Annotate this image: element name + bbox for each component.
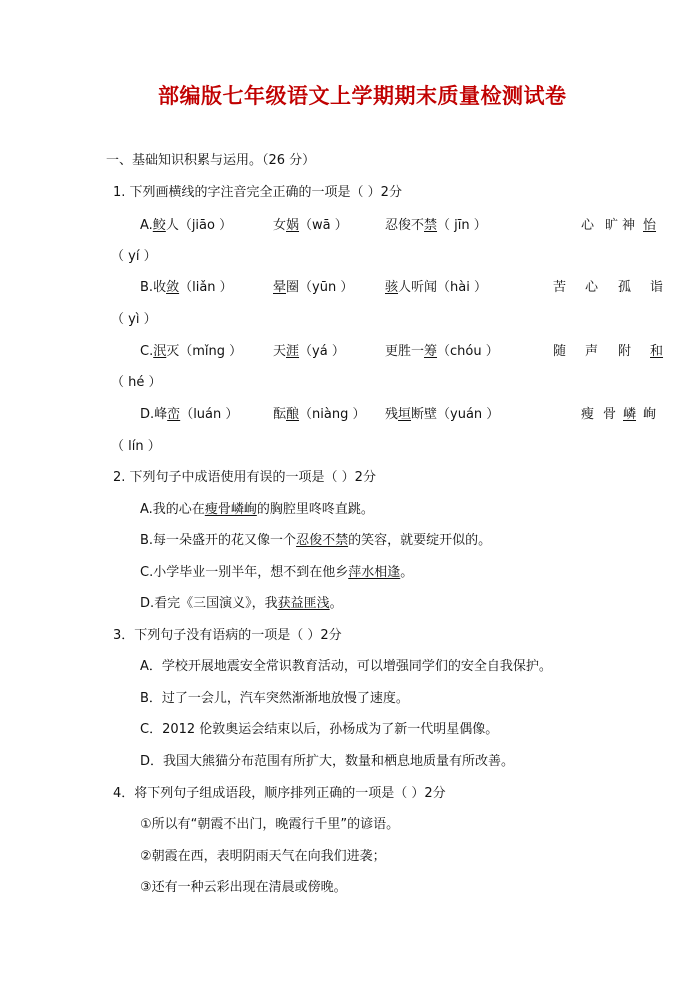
section-heading: 一、基础知识积累与运用。（26 分） <box>106 153 316 168</box>
q3-option-c: C．2012 伦敦奥运会结束以后，孙杨成为了新一代明星偶像。 <box>140 722 499 737</box>
q1-d-word-4-char-2: 骨 <box>603 407 617 422</box>
q1-d-word-4-char-3: 嶙 <box>623 407 637 422</box>
q1-c-word-4-char-4: 和 <box>650 344 664 359</box>
q1-b-word-4-char-4: 诣 <box>650 280 664 295</box>
q2-option-c: C.小学毕业一别半年，想不到在他乡萍水相逢。 <box>140 565 414 580</box>
q4-sentence-3: ③还有一种云彩出现在清晨或傍晚。 <box>140 880 347 895</box>
q1-b-word-4-pinyin: （ yì ） <box>111 312 157 327</box>
q1-c-word-1: C.泯灭（mǐng ） <box>140 344 243 359</box>
q1-c-word-4-char-2: 声 <box>585 344 599 359</box>
q3-option-a: A．学校开展地震安全常识教育活动，可以增强同学们的安全自我保护。 <box>140 659 552 674</box>
q1-d-word-4-char-1: 瘦 <box>581 407 595 422</box>
q1-a-word-4-char-2: 旷 <box>605 218 619 233</box>
q1-b-word-3: 骇人听闻（hài ） <box>385 280 487 295</box>
q2-option-d: D.看完《三国演义》，我获益匪浅。 <box>140 596 343 611</box>
q1-a-word-4-pinyin: （ yí ） <box>111 249 157 264</box>
question-4-stem: 4．将下列句子组成语段，顺序排列正确的一项是（ ）2分 <box>113 786 446 801</box>
q3-option-b: B．过了一会儿，汽车突然渐渐地放慢了速度。 <box>140 691 409 706</box>
q1-d-word-1: D.峰峦（luán ） <box>140 407 239 422</box>
q1-c-word-2: 天涯（yá ） <box>273 344 345 359</box>
q1-b-word-2: 晕圈（yūn ） <box>273 280 354 295</box>
q1-d-word-4-pinyin: （ lín ） <box>111 439 161 454</box>
q1-c-word-4-char-1: 随 <box>553 344 567 359</box>
q1-b-word-1: B.收敛（liǎn ） <box>140 280 233 295</box>
question-1-stem: 1. 下列画横线的字注音完全正确的一项是（ ）2分 <box>113 185 402 200</box>
q1-b-word-4-char-2: 心 <box>585 280 599 295</box>
q2-option-a: A.我的心在瘦骨嶙峋的胸腔里咚咚直跳。 <box>140 502 374 517</box>
q1-d-word-4-char-4: 峋 <box>643 407 657 422</box>
q1-d-word-3: 残垣断壁（yuán ） <box>385 407 500 422</box>
q1-b-word-4-char-1: 苦 <box>553 280 567 295</box>
q1-a-word-1: A.鲛人（jiāo ） <box>140 218 233 233</box>
q1-b-word-4-char-3: 孤 <box>618 280 632 295</box>
page-title: 部编版七年级语文上学期期末质量检测试卷 <box>158 84 567 108</box>
question-3-stem: 3．下列句子没有语病的一项是（ ）2分 <box>113 628 342 643</box>
q1-c-word-4-pinyin: （ hé ） <box>111 375 162 390</box>
q4-sentence-1: ①所以有“朝霞不出门，晚霞行千里”的谚语。 <box>140 817 400 832</box>
question-2-stem: 2. 下列句子中成语使用有误的一项是（ ）2分 <box>113 470 376 485</box>
q1-c-word-4-char-3: 附 <box>618 344 632 359</box>
q4-sentence-2: ②朝霞在西，表明阴雨天气在向我们进袭； <box>140 849 386 864</box>
q1-c-word-3: 更胜一筹（chóu ） <box>385 344 499 359</box>
q1-a-word-3: 忍俊不禁（ jīn ） <box>385 218 487 233</box>
q1-a-word-4-char-1: 心 <box>581 218 595 233</box>
q1-a-word-2: 女娲（wā ） <box>273 218 348 233</box>
q3-option-d: D．我国大熊猫分布范围有所扩大，数量和栖息地质量有所改善。 <box>140 754 515 769</box>
q1-a-word-4-char-4: 怡 <box>643 218 657 233</box>
q1-a-word-4-char-3: 神 <box>622 218 636 233</box>
q1-d-word-2: 酝酿（niàng ） <box>273 407 366 422</box>
q2-option-b: B.每一朵盛开的花又像一个忍俊不禁的笑容，就要绽开似的。 <box>140 533 492 548</box>
